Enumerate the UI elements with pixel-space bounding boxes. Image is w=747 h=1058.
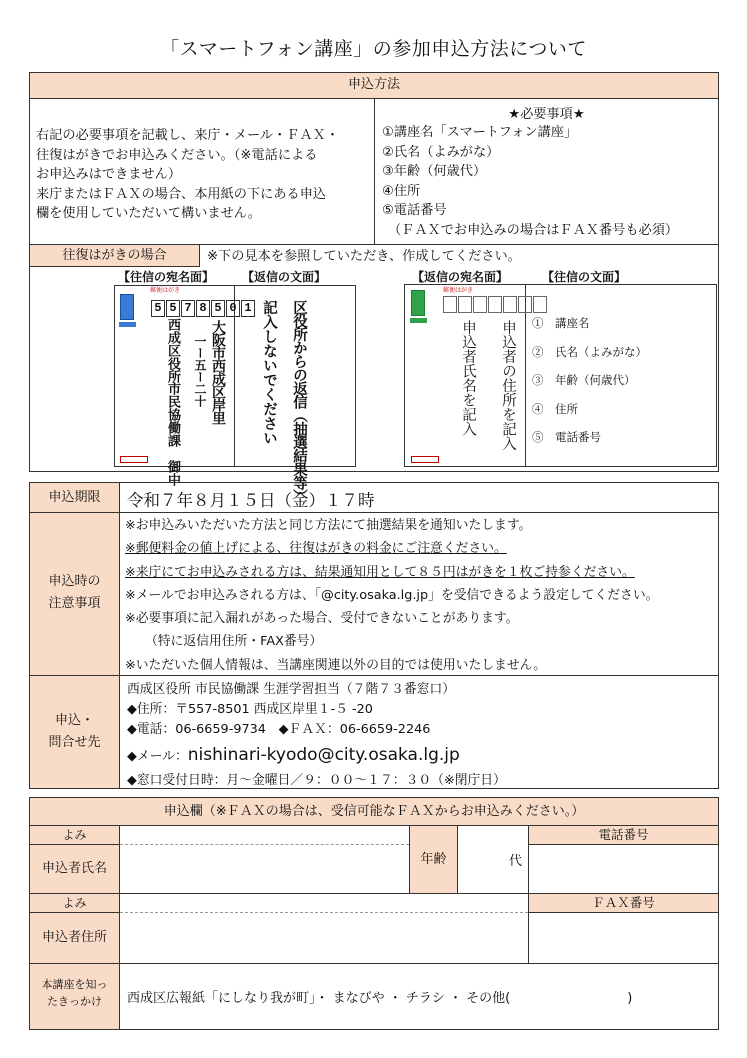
recipient-line-1: 西成区役所 (165, 318, 180, 383)
note-item: ※必要事項に記入漏れがあった場合、受付できないことがあります。 (125, 611, 519, 627)
contact-label-line: 問合せ先 (48, 735, 101, 750)
zip-digit-empty (503, 296, 517, 313)
address-field[interactable] (120, 913, 528, 963)
address-line-2: 一ー五ー二十 (193, 335, 207, 407)
trigger-label (30, 976, 119, 1010)
postcard-stamp-label: 郵便はがき (150, 287, 181, 294)
age-label: 年齢 (420, 852, 447, 867)
left-heading-b: 【返信の文面】 (242, 270, 327, 284)
postcard-note: ※下の見本を参照していただき、作成してください。 (207, 249, 521, 264)
instruction-line: 右記の必要事項を記載し、来庁・メール・ＦＡＸ・ (36, 128, 340, 143)
zip-digit-empty (488, 296, 502, 313)
note-item: （特に返信用住所・FAX番号） (145, 634, 323, 650)
zip-digit: 7 (181, 300, 195, 317)
stamp-base-icon (410, 318, 427, 323)
contact-phone: ◆電話：06-6659-9734 ◆ＦＡＸ：06-6659-2246 (127, 722, 431, 737)
reply-line-1: 区役所からの返信（抽選結果等） (291, 300, 308, 503)
notes-label-line: 注意事項 (48, 596, 101, 611)
required-item: ①講座名「スマートフォン講座」 (382, 125, 578, 140)
stamp-icon (411, 290, 425, 316)
deadline-label: 申込期限 (48, 490, 101, 505)
contact-mail-row (127, 740, 506, 772)
age-suffix: 代 (508, 854, 522, 869)
required-item: ④住所 (382, 183, 421, 199)
phone-field[interactable] (529, 845, 718, 893)
zip-digit: 5 (211, 300, 225, 317)
divider (29, 512, 719, 513)
left-heading-a: 【往信の宛名面】 (118, 270, 215, 284)
instruction-line: 往復はがきでお申込みください。（※電話による (36, 147, 318, 163)
zip-digit: 5 (151, 300, 165, 317)
name-yomi-field[interactable] (120, 826, 409, 844)
contact-address: ◆住所：〒557-8501 西成区岸里１-５ -20 (127, 702, 373, 717)
note-item: ※いただいた個人情報は、当講座関連以外の目的では使用いたしません。 (125, 657, 546, 673)
name-field[interactable] (120, 845, 409, 893)
zip-code (151, 296, 256, 317)
notes-label (30, 571, 119, 615)
required-items (382, 123, 718, 240)
right-heading-b: 【往信の文面】 (542, 270, 627, 284)
postcard-stamp-label: 郵便はがき (443, 287, 474, 294)
reply-item: ③ 年齢（何歳代） (532, 373, 636, 387)
trigger-label-line: たきっかけ (47, 995, 102, 1008)
zip-digit: 5 (166, 300, 180, 317)
address-yomi-field[interactable] (120, 894, 528, 912)
yomi-label: よみ (62, 828, 87, 842)
notes-list (125, 514, 658, 677)
form-header: 申込欄（※ＦＡＸの場合は、受信可能なＦＡＸからお申込みください。） (30, 798, 718, 825)
phone-label: 電話番号 (598, 827, 649, 842)
zip-digit: 1 (241, 300, 255, 317)
recipient-line-2: 市民協働課 御中 (165, 382, 180, 486)
notes-label-line: 申込時の (48, 574, 101, 589)
zip-digit-empty (443, 296, 457, 313)
instruction-line: お申込みはできません） (36, 167, 182, 182)
zip-digit-empty (458, 296, 472, 313)
reply-item: ④ 住所 (532, 401, 578, 416)
zip-digit-empty (473, 296, 487, 313)
reply-item: ① 講座名 (532, 316, 590, 330)
postcard-label: 往復はがきの場合 (30, 245, 200, 267)
page-title: 「スマートフォン講座」の参加申込方法について (160, 38, 587, 60)
trigger-options[interactable]: 西成区広報紙「にしなり我が町」・ まなびや ・ チラシ ・ その他( ) (127, 991, 633, 1006)
note-item: ※来庁にてお申込みされる方は、結果通知用として８５円はがきを１枚ご持参ください。 (125, 564, 635, 580)
right-heading-a: 【返信の宛名面】 (412, 270, 509, 284)
yomi-label: よみ (62, 896, 87, 910)
method-instructions (36, 126, 372, 224)
note-item: ※郵便料金の値上げによる、往復はがきの料金にご注意ください。 (125, 541, 507, 557)
divider (29, 963, 719, 964)
zip-digit-empty (518, 296, 532, 313)
required-title: ★必要事項★ (508, 107, 585, 122)
name-label: 申込者氏名 (41, 861, 107, 876)
contact-office: 西成区役所 市民協働課 生涯学習担当（７階７３番窓口） (127, 682, 456, 697)
trigger-label-line: 本講座を知っ (41, 978, 108, 991)
address-label: 申込者住所 (41, 930, 107, 945)
instruction-line: 欄を使用していただいて構いません。 (36, 206, 261, 221)
contact-hours: ◆窓口受付日時：月～金曜日／９：００～１７：３０（※閉庁日） (127, 773, 506, 788)
reply-line-2: 記入しないでください (261, 300, 278, 445)
postcard-footer-mark (411, 456, 439, 463)
note-item: ※お申込みいただいた方法と同じ方法にて抽選結果を通知いたします。 (125, 518, 532, 533)
reply-items (532, 309, 647, 452)
age-field[interactable] (458, 826, 528, 893)
instruction-line: 来庁またはＦＡＸの場合、本用紙の下にある申込 (36, 186, 327, 202)
reply-item: ② 氏名（よみがな） (532, 344, 647, 359)
method-header: 申込方法 (30, 73, 718, 98)
stamp-base-icon (119, 322, 136, 327)
reply-item: ⑤ 電話番号 (532, 430, 601, 444)
deadline-value: 令和７年８月１５日（金）１７時 (127, 491, 375, 510)
zip-digit: 8 (196, 300, 210, 317)
contact-mail[interactable]: nishinari-kyodo@city.osaka.lg.jp (187, 745, 460, 765)
address-line-1: 大阪市西成区岸里 (210, 320, 226, 424)
required-item: （ＦＡＸでお申込みの場合はＦＡＸ番号も必須） (388, 222, 679, 238)
fax-label: ＦＡＸ番号 (592, 895, 655, 910)
reply-address-line: 申込者の住所を記入 (500, 320, 516, 451)
contact-label (30, 710, 119, 754)
required-item: ⑤電話番号 (382, 203, 447, 218)
stamp-icon (120, 294, 134, 320)
divider (119, 482, 120, 789)
postcard-footer-mark (120, 456, 148, 463)
reply-name-line: 申込者氏名を記入 (460, 320, 476, 436)
contact-label-line: 申込・ (54, 713, 94, 728)
note-item: ※メールでお申込みされる方は、「@city.osaka.lg.jp」を受信できるよう設定してください。 (125, 587, 659, 603)
contact-details (127, 680, 506, 790)
fax-field[interactable] (529, 913, 718, 963)
required-item: ③年齢（何歳代） (382, 164, 487, 179)
contact-mail-label: ◆メール： (127, 749, 188, 764)
zip-digit: 0 (226, 300, 240, 317)
required-item: ②氏名（よみがな） (382, 144, 500, 160)
